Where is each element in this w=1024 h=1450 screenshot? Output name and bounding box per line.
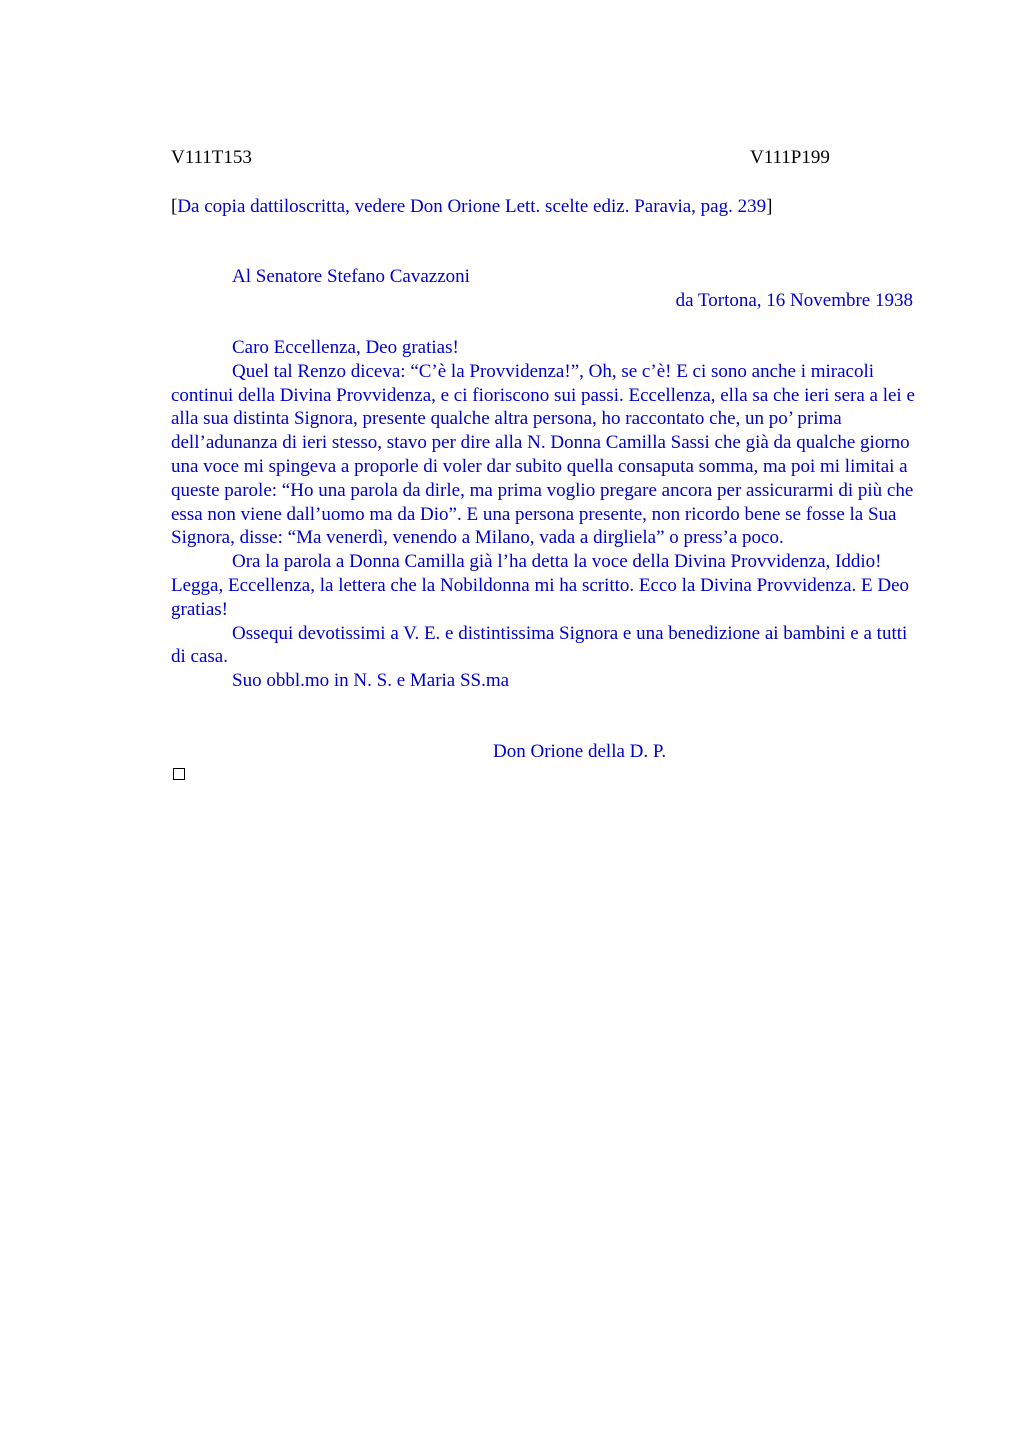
- letter-salutation: Caro Eccellenza, Deo gratias!: [232, 337, 459, 358]
- letter-place-date: da Tortona, 16 Novembre 1938: [675, 290, 913, 311]
- source-note-close-bracket: ]: [766, 196, 773, 217]
- source-note: [171, 195, 772, 219]
- source-note-open-bracket: [: [171, 196, 178, 217]
- letter-addressee: Al Senatore Stefano Cavazzoni: [232, 266, 470, 287]
- letter-signature: Don Orione della D. P.: [493, 741, 667, 762]
- end-of-text-box: [173, 768, 185, 780]
- letter-paragraph: Quel tal Renzo diceva: “C’è la Provvidenza!”, Oh, se c’è! E ci sono anche i miracoli continui della Divina Provvidenza, e ci fioriscono sui passi. Eccellenza, ella sa che ieri sera a lei e alla sua distinta Signora, presente qualche altra persona, ho raccontato che, un po’ prima dell’adunanza di ieri stesso, stavo per dire alla N. Donna Camilla Sassi che già da qualche giorno una voce mi spingeva a proporle di voler dar subito quella consaputa somma, ma poi mi limitai a queste parole: “Ho una parola da dirle, ma prima voglio pregare ancora per assicurarmi di più che essa non viene dall’uomo ma da Dio”. E una persona presente, non ricordo bene se fosse la Sua Signora, disse: “Ma venerdì, venendo a Milano, vada a dirgliela” o press’a poco.: [171, 360, 915, 549]
- source-note-text: Da copia dattiloscritta, vedere Don Orione Lett. scelte ediz. Paravia, pag. 239: [177, 196, 767, 217]
- letter-paragraph: Ossequi devotissimi a V. E. e distintissima Signora e una benedizione ai bambini e a tutti di casa.: [171, 622, 908, 668]
- letter-closing: Suo obbl.mo in N. S. e Maria SS.ma: [232, 670, 510, 692]
- letter-body: [171, 336, 917, 693]
- volume-text-reference: V111T153: [171, 147, 252, 168]
- letter-paragraph: Ora la parola a Donna Camilla già l’ha detta la voce della Divina Provvidenza, Iddio! Legga, Eccellenza, la lettera che la Nobildonna mi ha scritto. Ecco la Divina Provvidenza. E Deo gratias!: [171, 551, 910, 620]
- volume-page-reference: V111P199: [750, 147, 830, 168]
